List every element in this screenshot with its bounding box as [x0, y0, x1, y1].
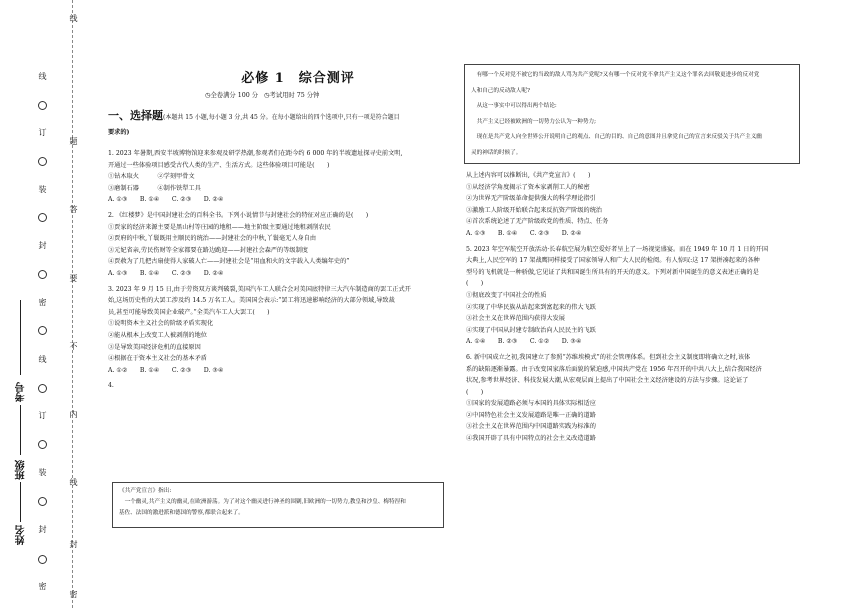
binding-word: 封 [38, 241, 47, 249]
binding-dot [38, 326, 47, 335]
q2-line: 2. 《红楼梦》是中国封建社会的百科全书。下列小说情节与封建社会的特征对应正确的是( ) [108, 211, 369, 219]
q1-line: 1. 2023 年暑期,西安半坡博物馆迎来参观及研学热潮,参观者们在距今约 6 000 年的半坡遗址探寻史前文明, [108, 150, 403, 157]
section-desc: (本题共 15 小题,每小题 3 分,共 45 分。在每小题给出的四个选项中,只有一项是符合题目 [163, 114, 400, 121]
question-1 [108, 148, 411, 206]
question-4-rest [466, 170, 768, 240]
binding-dot [38, 384, 47, 393]
binding-word: 密 [69, 590, 78, 598]
q5-option: ④实现了中国从封建专制政治向人民民主的飞跃 [466, 326, 596, 334]
q3-option: ①说明资本主义社会的阶级矛盾实现化 [108, 320, 214, 328]
quote-box-left [112, 482, 444, 528]
binding-word: 装 [38, 185, 47, 193]
q1-option: ③磨制石器 ④制作铁犁工具 [108, 184, 201, 192]
quote-line: 现在是共产党人向全世界公开说明自己的观点、自己的目的、自己的意图并且拿党自己的宣言来反驳关于共产主义幽 [471, 134, 762, 140]
binding-dot [38, 440, 47, 449]
question-2 [108, 210, 411, 280]
q5-option: ①彻底改变了中国社会的性质 [466, 291, 547, 299]
binding-word: 线 [38, 355, 47, 363]
inner-cut-line [72, 0, 73, 608]
question-6 [466, 352, 768, 445]
q2-option: ②贾府的中秋,丫鬟既用主顺民的统治——封建社会的中秋,丫鬟毫无人身自由 [108, 235, 317, 243]
q4-line: 从上述内容可以推断出,《共产党宣言》( ) [466, 172, 591, 179]
binding-word: 订 [38, 411, 47, 419]
q4-option: ④首次系统论述了无产阶级政党的性质、特点、任务 [466, 218, 609, 226]
binding-word: 题 [69, 137, 78, 145]
left-column [108, 148, 411, 392]
q1-line: 开通过一些体验项目感受古代人类的生产、生活方式。这些体验项目可能是( ) [108, 161, 330, 169]
q6-option: ②中国特色社会主义发展道路是唯一正确的道路 [466, 411, 596, 419]
binding-dot [38, 101, 47, 110]
exam-meta [205, 90, 319, 99]
xingming-input-line[interactable] [20, 482, 21, 522]
q3-option: ③是导致美国经济危机的直接原因 [108, 343, 201, 351]
binding-word: 线 [69, 478, 78, 486]
quote-line: 基佐、法国的激进派和德国的警察,都联合起来了。 [119, 510, 244, 516]
q5-option: ③社会主义在世界范围内获得大发展 [466, 315, 565, 323]
quote-line: 人和自己的反动敌人呢? [471, 87, 530, 94]
binding-word: 不 [69, 342, 78, 350]
q6-option: ①国家的发展道路必须与本国的具体实际相适应 [466, 400, 596, 408]
q2-option: ③元妃省亲,劳民伤财等全家都要在路边跪迎——封建社会森严的等级制度 [108, 246, 308, 254]
binding-word: 要 [69, 274, 78, 282]
q3-line: 3. 2023 年 9 月 15 日,由于劳资双方谈判破裂,美国汽车工人联合会对美国底特律三大汽车制造商的罢工正式开 [108, 285, 411, 293]
q2-answers: A. ①③ B. ①④ C. ②③ D. ②④ [108, 269, 224, 277]
q6-line: 6. 新中国成立之初,我国建立了参照“苏维埃模式”的社会管理体系。但到社会主义制度即将确立之时,该体 [466, 353, 751, 361]
banji-input-line[interactable] [20, 405, 21, 455]
quote-line: 共产主义已经被欧洲的一切势力公认为一种势力; [471, 118, 596, 125]
q5-option: ②实现了中华民族从站起来到富起来的伟大飞跃 [466, 303, 596, 311]
binding-dot [38, 555, 47, 564]
q6-option: ④我国开辟了具有中国特点的社会主义改造道路 [466, 435, 596, 443]
q1-answers: A. ①③ B. ①④ C. ②③ D. ②④ [108, 196, 224, 204]
binding-word: 封 [38, 525, 47, 533]
q3-answers: A. ①② B. ①④ C. ②③ D. ③④ [108, 366, 224, 374]
binding-dot [38, 497, 47, 506]
kaohao-input-line[interactable] [20, 300, 21, 375]
binding-word: 内 [69, 410, 78, 418]
q3-line: 始,这场历史性的大罢工涉及约 14.5 万名工人。美国国会表示:“罢工将迅速影响经济的大部分领域,导致裁 [108, 297, 395, 305]
timer-icon: ◷ [264, 92, 270, 99]
q2-option: ①贾家的经济来源主要是黑山村等庄园的地租——地主阶级主要通过地租剥削农民 [108, 223, 331, 231]
q6-line: 状况,参考世界经济、科技发展大潮,从宏观层面上提出了中国社会主义经济建设的方法与步骤。这论证了 [466, 377, 749, 385]
binding-word: 线 [69, 14, 78, 22]
section-title [108, 107, 400, 123]
q3-line: 员,甚至可能导致美国企业破产。”全美汽车工人大罢工( ) [108, 308, 270, 316]
q6-line: 系的缺陷逐渐暴露。由于改变国家落后面貌的紧迫感,中国共产党在 1956 年召开的中共八大上,结合我国经济 [466, 365, 762, 373]
binding-word: 线 [38, 72, 47, 80]
question-5 [466, 244, 768, 348]
q4-option: ②为世界无产阶级革命提供强大的科学理论指引 [466, 195, 596, 203]
quote-line: 有哪一个反对党不被它的当政的敌人骂为共产党呢?又有哪一个反对党不拿共产主义这个罪名去回敬更进步的反对党 [471, 72, 760, 78]
banji-label: 班级 [16, 460, 27, 480]
quote-line: 灵的神话的时候了。 [471, 149, 522, 156]
clock-icon: ◷ [205, 92, 211, 99]
q6-line: ( ) [466, 388, 484, 396]
q2-option: ④贾赦为了几把古扇使得人家破人亡——封建社会是“用血和火的文字载入人类编年史的” [108, 258, 350, 266]
quote-line: 一个幽灵,共产主义的幽灵,在欧洲游荡。为了对这个幽灵进行神圣的围剿,旧欧洲的一切势力,教皇和沙皇、梅特涅和 [119, 499, 406, 505]
q4-number: 4. [108, 382, 114, 390]
binding-dot [38, 213, 47, 222]
question-3 [108, 284, 411, 377]
q5-line: ( ) [466, 280, 484, 288]
binding-word: 密 [38, 298, 47, 306]
q4-option: ①从经济学角度揭示了资本家剥削工人的秘密 [466, 183, 590, 191]
q4-answers: A. ①③ B. ①④ C. ②③ D. ②④ [466, 229, 582, 237]
kaohao-label: 考号 [16, 382, 27, 402]
quote-line: 《共产党宣言》指出: [119, 488, 172, 494]
section-desc-line: 要求的) [108, 129, 130, 136]
q1-option: ①钻木取火 ②学刻甲骨文 [108, 173, 195, 181]
section-name: 一、选择题 [108, 109, 163, 122]
q3-option: ②能从根本上改变工人被剥削的地位 [108, 331, 207, 339]
full-score: 全卷满分 100 分 [210, 92, 259, 99]
q5-line: 型号的飞机就是一种骄傲,它见证了共和国诞生所具有的开天的意义。下列对新中国诞生的意义表述正确的是 [466, 268, 759, 276]
q5-answers: A. ①④ B. ②③ C. ①② D. ③④ [466, 338, 582, 346]
exam-time: 考试用时 75 分钟 [269, 92, 320, 99]
binding-word: 答 [69, 205, 78, 213]
xingming-label: 姓名 [16, 525, 27, 545]
q6-option: ③社会主义在世界范围内中国道路实践为标准的 [466, 423, 596, 431]
page-title: 必修 1 综合测评 [241, 71, 355, 86]
binding-word: 订 [38, 128, 47, 136]
q3-option: ④根据在于资本主义社会的基本矛盾 [108, 355, 207, 363]
binding-word: 密 [38, 582, 47, 590]
q4-option: ③激励工人阶级开始联合起来反抗资产阶级的统治 [466, 206, 603, 214]
binding-word: 装 [38, 468, 47, 476]
binding-word: 封 [69, 540, 78, 548]
quote-box-right [464, 64, 800, 164]
binding-dot [38, 270, 47, 279]
quote-line: 从这一事实中可以得出两个结论: [471, 103, 557, 109]
right-column [466, 170, 768, 445]
section-desc-2 [108, 127, 130, 139]
binding-dot [38, 157, 47, 166]
q5-line: 5. 2023 年空军航空开放活动·长春航空展为航空爱好者呈上了一场视觉盛宴。而在 1949 年 10 月 1 日的开国 [466, 245, 769, 253]
q5-line: 大典上,人民空军的 17 架战鹰同样接受了国家领导人和广大人民的检阅。有人惊叹:这 17 架拼凑起来的各种 [466, 257, 760, 265]
